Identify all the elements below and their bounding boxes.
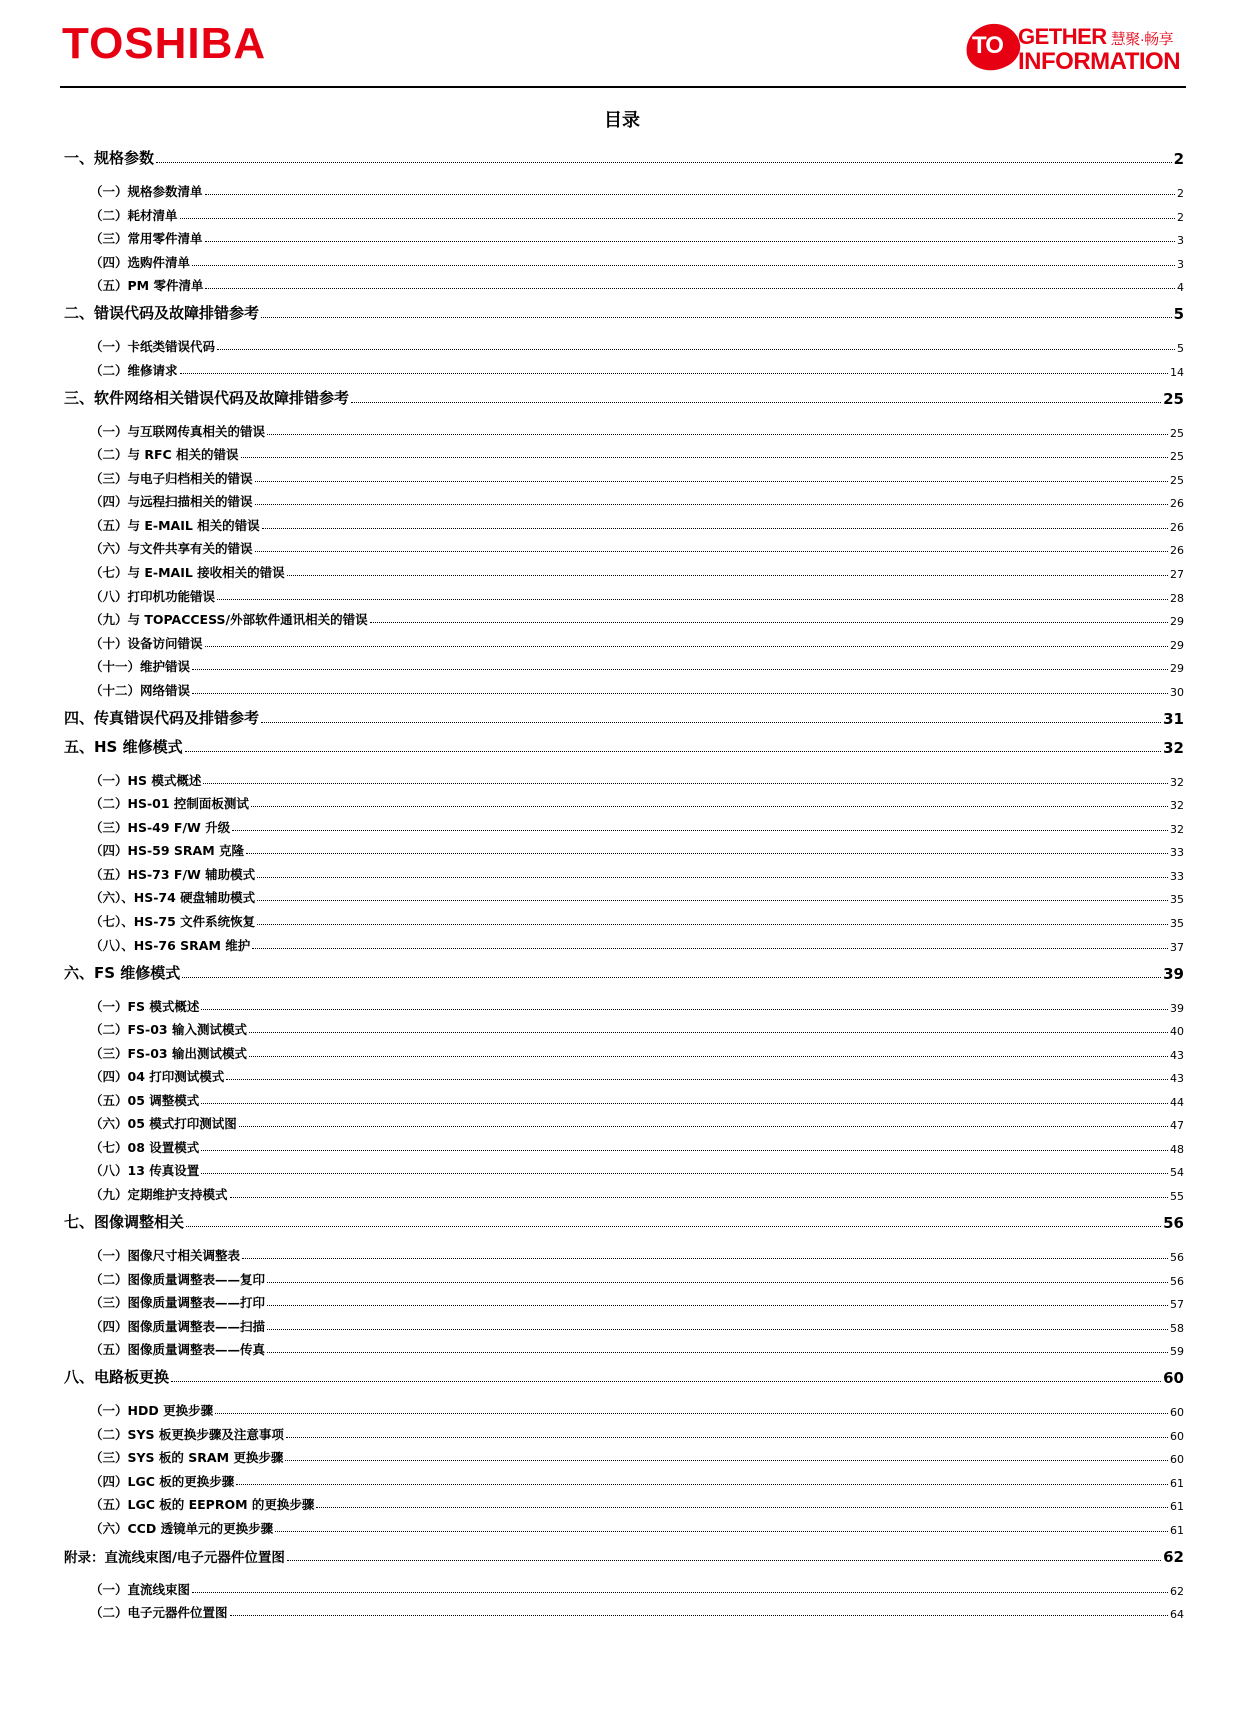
toc-subsection[interactable] bbox=[64, 1089, 1184, 1109]
dot-leader bbox=[230, 1197, 1168, 1198]
toc-subsection-label: （八）、HS-76 SRAM 维护 bbox=[90, 937, 251, 953]
dot-leader bbox=[192, 693, 1168, 694]
toc-subsection-label: （十一）维护错误 bbox=[90, 659, 191, 675]
toc-subsection-page-number: 56 bbox=[1170, 1274, 1184, 1288]
header-divider bbox=[60, 86, 1186, 88]
toc-subsection-page-number: 43 bbox=[1170, 1072, 1184, 1086]
toc-subsection-page-number: 25 bbox=[1170, 473, 1184, 487]
toc-subsection[interactable] bbox=[64, 1578, 1184, 1598]
toc-subsection-label: （一）规格参数清单 bbox=[90, 184, 203, 199]
dot-leader bbox=[285, 1460, 1168, 1461]
toc-section[interactable] bbox=[64, 1365, 1184, 1387]
toc-subsection[interactable] bbox=[64, 934, 1184, 954]
toc-subsection[interactable] bbox=[64, 1065, 1184, 1085]
dot-leader bbox=[257, 877, 1168, 878]
toc-subsection-label: （十）设备访问错误 bbox=[90, 635, 203, 651]
dot-leader bbox=[192, 265, 1175, 266]
toc-subsection[interactable] bbox=[64, 1018, 1184, 1038]
dot-leader bbox=[205, 646, 1168, 647]
toc-subsection[interactable] bbox=[64, 1183, 1184, 1203]
dot-leader bbox=[287, 575, 1168, 576]
toc-subsection-label: （二）HS-01 控制面板测试 bbox=[90, 796, 249, 812]
toc-section[interactable] bbox=[64, 706, 1184, 728]
toc-subsection-label: （九）与 TOPACCESS/外部软件通讯相关的错误 bbox=[90, 612, 368, 628]
toc-subsection-label: （五）图像质量调整表——传真 bbox=[90, 1342, 266, 1358]
dot-leader bbox=[182, 977, 1161, 978]
toc-subsection[interactable] bbox=[64, 1268, 1184, 1288]
toc-subsection[interactable] bbox=[64, 1112, 1184, 1132]
dot-leader bbox=[180, 373, 1168, 374]
toc-subsection-label: （六）CCD 透镜单元的更换步骤 bbox=[90, 1520, 274, 1536]
toc-subsection-page-number: 58 bbox=[1170, 1321, 1184, 1335]
toc-subsection[interactable] bbox=[64, 1470, 1184, 1490]
toc-subsection-page-number: 26 bbox=[1170, 497, 1184, 511]
toc-subsection-page-number: 33 bbox=[1170, 846, 1184, 860]
dot-leader bbox=[267, 1282, 1168, 1283]
toc-subsection-label: （七）、HS-75 文件系统恢复 bbox=[90, 914, 256, 930]
toc-subsection-label: （七）与 E-MAIL 接收相关的错误 bbox=[90, 565, 285, 581]
toc-section[interactable] bbox=[64, 386, 1184, 408]
toc-subsection-page-number: 35 bbox=[1170, 893, 1184, 907]
toc-subsection-label: （一）图像尺寸相关调整表 bbox=[90, 1247, 241, 1263]
toc-subsection-page-number: 32 bbox=[1170, 822, 1184, 836]
dot-leader bbox=[252, 948, 1168, 949]
toc-section-label: 五、HS 维修模式 bbox=[64, 737, 183, 756]
toc-subsection[interactable] bbox=[64, 537, 1184, 557]
toc-subsection-page-number: 40 bbox=[1170, 1025, 1184, 1039]
toc-section-label: 一、规格参数 bbox=[64, 149, 155, 167]
toc-subsection-page-number: 32 bbox=[1170, 775, 1184, 789]
page-title: 目录 bbox=[604, 110, 640, 131]
toc-subsection[interactable] bbox=[64, 1315, 1184, 1335]
toc-subsection[interactable] bbox=[64, 886, 1184, 906]
toc-subsection-label: （一）HDD 更换步骤 bbox=[90, 1403, 214, 1419]
toc-subsection-page-number: 39 bbox=[1170, 1001, 1184, 1015]
toc-subsection-page-number: 32 bbox=[1170, 799, 1184, 813]
toc-section-label: 二、错误代码及故障排错参考 bbox=[64, 304, 260, 323]
toc-section-label: 附录：直流线束图/电子元器件位置图 bbox=[64, 1549, 285, 1566]
toc-subsection[interactable] bbox=[64, 839, 1184, 859]
toc-subsection[interactable] bbox=[64, 608, 1184, 628]
toc-subsection-page-number: 33 bbox=[1170, 869, 1184, 883]
toc-section-page-number: 5 bbox=[1173, 305, 1184, 324]
toc-section-page-number: 25 bbox=[1163, 389, 1184, 408]
dot-leader bbox=[370, 622, 1168, 623]
dot-leader bbox=[249, 1032, 1168, 1033]
toc-subsection-page-number: 27 bbox=[1170, 568, 1184, 582]
dot-leader bbox=[215, 1413, 1168, 1414]
toc-subsection[interactable] bbox=[64, 1517, 1184, 1537]
toc-subsection-page-number: 26 bbox=[1170, 520, 1184, 534]
toc-subsection[interactable] bbox=[64, 910, 1184, 930]
dot-leader bbox=[261, 317, 1172, 318]
dot-leader bbox=[205, 241, 1175, 242]
toc-subsection[interactable] bbox=[64, 335, 1184, 355]
toc-subsection-page-number: 26 bbox=[1170, 544, 1184, 558]
dot-leader bbox=[257, 924, 1168, 925]
toc-subsection[interactable] bbox=[64, 1493, 1184, 1513]
dot-leader bbox=[205, 194, 1175, 195]
toc-subsection[interactable] bbox=[64, 490, 1184, 510]
toc-subsection-page-number: 61 bbox=[1170, 1476, 1184, 1490]
logo-gether-text: GETHER bbox=[1018, 24, 1107, 49]
toc-subsection-page-number: 44 bbox=[1170, 1095, 1184, 1109]
toc-subsection-label: （四）选购件清单 bbox=[90, 254, 191, 270]
dot-leader bbox=[180, 218, 1175, 219]
toc-subsection-label: （六）与文件共享有关的错误 bbox=[90, 541, 253, 557]
toc-subsection-label: （二）FS-03 输入测试模式 bbox=[90, 1022, 247, 1038]
dot-leader bbox=[201, 1150, 1168, 1151]
toc-subsection-label: （一）卡纸类错误代码 bbox=[90, 339, 216, 355]
dot-leader bbox=[201, 1103, 1168, 1104]
toc-subsection-page-number: 4 bbox=[1177, 281, 1184, 295]
toc-subsection-page-number: 5 bbox=[1177, 342, 1184, 356]
toc-subsection-page-number: 43 bbox=[1170, 1048, 1184, 1062]
toc-subsection-label: （五）PM 零件清单 bbox=[90, 278, 204, 294]
toc-subsection-page-number: 59 bbox=[1170, 1345, 1184, 1359]
dot-leader bbox=[217, 599, 1168, 600]
toc-subsection[interactable] bbox=[64, 1423, 1184, 1443]
toc-subsection[interactable] bbox=[64, 204, 1184, 224]
toc-subsection[interactable] bbox=[64, 679, 1184, 699]
toc-subsection[interactable] bbox=[64, 792, 1184, 812]
dot-leader bbox=[267, 1329, 1168, 1330]
toc-subsection-page-number: 54 bbox=[1170, 1166, 1184, 1180]
toc-subsection-label: （三）图像质量调整表——打印 bbox=[90, 1295, 266, 1311]
dot-leader bbox=[255, 551, 1168, 552]
dot-leader bbox=[286, 1437, 1168, 1438]
toc-subsection-label: （三）FS-03 输出测试模式 bbox=[90, 1045, 247, 1061]
toc-subsection[interactable] bbox=[64, 1136, 1184, 1156]
toc-subsection[interactable] bbox=[64, 863, 1184, 883]
toc-subsection[interactable] bbox=[64, 227, 1184, 247]
toc-subsection-label: （三）常用零件清单 bbox=[90, 231, 203, 247]
toc-subsection-label: （三）HS-49 F/W 升级 bbox=[90, 819, 231, 835]
dot-leader bbox=[267, 434, 1168, 435]
toc-section[interactable] bbox=[64, 146, 1184, 168]
dot-leader bbox=[201, 1009, 1168, 1010]
toc-subsection[interactable] bbox=[64, 655, 1184, 675]
dot-leader bbox=[267, 1352, 1168, 1353]
toc-subsection-page-number: 25 bbox=[1170, 426, 1184, 440]
toc-subsection-label: （五）05 调整模式 bbox=[90, 1092, 200, 1108]
dot-leader bbox=[171, 1381, 1161, 1382]
toc-subsection-label: （十二）网络错误 bbox=[90, 682, 191, 698]
toc-subsection-page-number: 61 bbox=[1170, 1500, 1184, 1514]
toc-subsection[interactable] bbox=[64, 1446, 1184, 1466]
toc-subsection[interactable] bbox=[64, 514, 1184, 534]
toc-subsection-page-number: 3 bbox=[1177, 234, 1184, 248]
toc-subsection-label: （一）与互联网传真相关的错误 bbox=[90, 423, 266, 439]
toc-subsection-label: （二）耗材清单 bbox=[90, 207, 178, 223]
toc-subsection-page-number: 37 bbox=[1170, 940, 1184, 954]
toc-subsection[interactable] bbox=[64, 1159, 1184, 1179]
toc-subsection-page-number: 30 bbox=[1170, 685, 1184, 699]
toc-subsection[interactable] bbox=[64, 1338, 1184, 1358]
toc-section[interactable] bbox=[64, 1544, 1184, 1566]
dot-leader bbox=[185, 751, 1162, 752]
logo-information-text: INFORMATION bbox=[1018, 48, 1181, 75]
toc-subsection-page-number: 35 bbox=[1170, 917, 1184, 931]
toc-subsection-label: （五）LGC 板的 EEPROM 的更换步骤 bbox=[90, 1497, 315, 1513]
dot-leader bbox=[287, 1560, 1161, 1561]
toc-subsection[interactable] bbox=[64, 769, 1184, 789]
toc-subsection-label: （五）HS-73 F/W 辅助模式 bbox=[90, 866, 256, 882]
dot-leader bbox=[201, 1173, 1168, 1174]
toc-section-page-number: 60 bbox=[1163, 1369, 1184, 1388]
dot-leader bbox=[186, 1226, 1161, 1227]
toc-subsection-label: （一）HS 模式概述 bbox=[90, 772, 202, 788]
dot-leader bbox=[242, 1258, 1168, 1259]
toc-subsection-label: （四）HS-59 SRAM 克隆 bbox=[90, 843, 244, 859]
toc-subsection-page-number: 60 bbox=[1170, 1406, 1184, 1420]
dot-leader bbox=[192, 669, 1168, 670]
together-information-logo bbox=[966, 18, 1192, 74]
dot-leader bbox=[226, 1079, 1168, 1080]
toc-subsection[interactable] bbox=[64, 443, 1184, 463]
toc-subsection-page-number: 29 bbox=[1170, 615, 1184, 629]
toc-subsection-label: （二）维修请求 bbox=[90, 362, 178, 378]
dot-leader bbox=[257, 900, 1168, 901]
toc-subsection[interactable] bbox=[64, 1399, 1184, 1419]
toc-subsection-label: （四）与远程扫描相关的错误 bbox=[90, 494, 253, 510]
dot-leader bbox=[203, 783, 1168, 784]
toc-subsection-page-number: 29 bbox=[1170, 638, 1184, 652]
toc-subsection[interactable] bbox=[64, 1244, 1184, 1264]
toc-section-label: 七、图像调整相关 bbox=[64, 1212, 185, 1231]
dot-leader bbox=[239, 1126, 1168, 1127]
dot-leader bbox=[316, 1507, 1168, 1508]
toc-section-label: 三、软件网络相关错误代码及故障排错参考 bbox=[64, 388, 350, 407]
toc-subsection-page-number: 25 bbox=[1170, 450, 1184, 464]
dot-leader bbox=[236, 1484, 1168, 1485]
toc-subsection[interactable] bbox=[64, 632, 1184, 652]
toc-subsection-page-number: 48 bbox=[1170, 1142, 1184, 1156]
dot-leader bbox=[192, 1592, 1168, 1593]
toc-subsection-label: （七）08 设置模式 bbox=[90, 1139, 200, 1155]
toc-subsection-page-number: 55 bbox=[1170, 1189, 1184, 1203]
toc-subsection-label: （八）打印机功能错误 bbox=[90, 588, 216, 604]
toc-section-page-number: 2 bbox=[1173, 150, 1184, 168]
toc-subsection-label: （一）直流线束图 bbox=[90, 1581, 191, 1597]
toc-section-page-number: 62 bbox=[1163, 1547, 1184, 1566]
toc-section-page-number: 32 bbox=[1163, 738, 1184, 757]
toc-subsection-label: （六）、HS-74 硬盘辅助模式 bbox=[90, 890, 256, 906]
toc-subsection-page-number: 3 bbox=[1177, 257, 1184, 271]
toc-section-page-number: 31 bbox=[1163, 709, 1184, 728]
dot-leader bbox=[267, 1305, 1168, 1306]
toc-subsection-label: （二）与 RFC 相关的错误 bbox=[90, 447, 239, 463]
toc-subsection[interactable] bbox=[64, 359, 1184, 379]
toc-section[interactable] bbox=[64, 1210, 1184, 1232]
toc-subsection-label: （三）SYS 板的 SRAM 更换步骤 bbox=[90, 1450, 284, 1466]
dot-leader bbox=[205, 288, 1175, 289]
toc-subsection-label: （四）LGC 板的更换步骤 bbox=[90, 1473, 235, 1489]
dot-leader bbox=[230, 1615, 1168, 1616]
toc-subsection[interactable] bbox=[64, 251, 1184, 271]
toc-subsection-label: （九）定期维护支持模式 bbox=[90, 1186, 228, 1202]
logo-cn-text: 慧聚·畅享 bbox=[1110, 31, 1174, 48]
toc-subsection-label: （五）与 E-MAIL 相关的错误 bbox=[90, 517, 260, 533]
logo-to-text: TO bbox=[972, 32, 1003, 59]
dot-leader bbox=[241, 457, 1168, 458]
logo-line1 bbox=[1018, 24, 1173, 50]
toc-subsection-page-number: 57 bbox=[1170, 1298, 1184, 1312]
toc-section-label: 八、电路板更换 bbox=[64, 1368, 170, 1387]
toc-section[interactable] bbox=[64, 301, 1184, 323]
toc-subsection-page-number: 47 bbox=[1170, 1119, 1184, 1133]
dot-leader bbox=[262, 528, 1168, 529]
toc-subsection[interactable] bbox=[64, 995, 1184, 1015]
toc-section-page-number: 56 bbox=[1163, 1213, 1184, 1232]
toc-subsection-label: （四）04 打印测试模式 bbox=[90, 1069, 225, 1085]
toc-subsection-page-number: 14 bbox=[1170, 365, 1184, 379]
dot-leader bbox=[246, 853, 1168, 854]
toc-subsection-label: （四）图像质量调整表——扫描 bbox=[90, 1318, 266, 1334]
table-of-contents bbox=[64, 146, 1184, 1621]
toc-section-label: 四、传真错误代码及排错参考 bbox=[64, 708, 260, 727]
toc-subsection[interactable] bbox=[64, 585, 1184, 605]
toshiba-logo: TOSHIBA bbox=[62, 19, 267, 68]
toc-subsection[interactable] bbox=[64, 1601, 1184, 1621]
toc-subsection-page-number: 61 bbox=[1170, 1523, 1184, 1537]
toc-section[interactable] bbox=[64, 961, 1184, 983]
toc-subsection-page-number: 56 bbox=[1170, 1250, 1184, 1264]
toc-subsection-label: （二）SYS 板更换步骤及注意事项 bbox=[90, 1426, 284, 1442]
toc-section[interactable] bbox=[64, 735, 1184, 757]
toc-subsection[interactable] bbox=[64, 180, 1184, 200]
dot-leader bbox=[255, 504, 1168, 505]
toc-subsection[interactable] bbox=[64, 467, 1184, 487]
toc-subsection-page-number: 28 bbox=[1170, 591, 1184, 605]
toc-subsection-page-number: 62 bbox=[1170, 1584, 1184, 1598]
dot-leader bbox=[351, 402, 1161, 403]
toc-subsection[interactable] bbox=[64, 420, 1184, 440]
toc-subsection[interactable] bbox=[64, 816, 1184, 836]
toc-subsection[interactable] bbox=[64, 274, 1184, 294]
dot-leader bbox=[275, 1531, 1168, 1532]
dot-leader bbox=[255, 481, 1168, 482]
toc-subsection-page-number: 29 bbox=[1170, 662, 1184, 676]
dot-leader bbox=[261, 722, 1161, 723]
toc-subsection-page-number: 2 bbox=[1177, 187, 1184, 200]
dot-leader bbox=[232, 830, 1168, 831]
toc-subsection-page-number: 2 bbox=[1177, 210, 1184, 224]
toc-subsection-page-number: 60 bbox=[1170, 1453, 1184, 1467]
dot-leader bbox=[156, 162, 1172, 163]
toc-subsection-label: （二）图像质量调整表——复印 bbox=[90, 1271, 266, 1287]
dot-leader bbox=[249, 1056, 1168, 1057]
toc-subsection-label: （三）与电子归档相关的错误 bbox=[90, 470, 253, 486]
toc-subsection-page-number: 60 bbox=[1170, 1429, 1184, 1443]
toc-subsection[interactable] bbox=[64, 1042, 1184, 1062]
toc-section-label: 六、FS 维修模式 bbox=[64, 963, 181, 982]
toc-subsection[interactable] bbox=[64, 561, 1184, 581]
toc-subsection-label: （六）05 模式打印测试图 bbox=[90, 1116, 237, 1132]
page-header bbox=[0, 0, 1244, 90]
toc-subsection[interactable] bbox=[64, 1291, 1184, 1311]
toc-subsection-label: （八）13 传真设置 bbox=[90, 1163, 200, 1179]
dot-leader bbox=[217, 349, 1175, 350]
toc-subsection-label: （一）FS 模式概述 bbox=[90, 998, 200, 1014]
toc-subsection-page-number: 64 bbox=[1170, 1608, 1184, 1622]
toc-subsection-label: （二）电子元器件位置图 bbox=[90, 1605, 228, 1621]
dot-leader bbox=[251, 806, 1168, 807]
toc-section-page-number: 39 bbox=[1163, 964, 1184, 983]
